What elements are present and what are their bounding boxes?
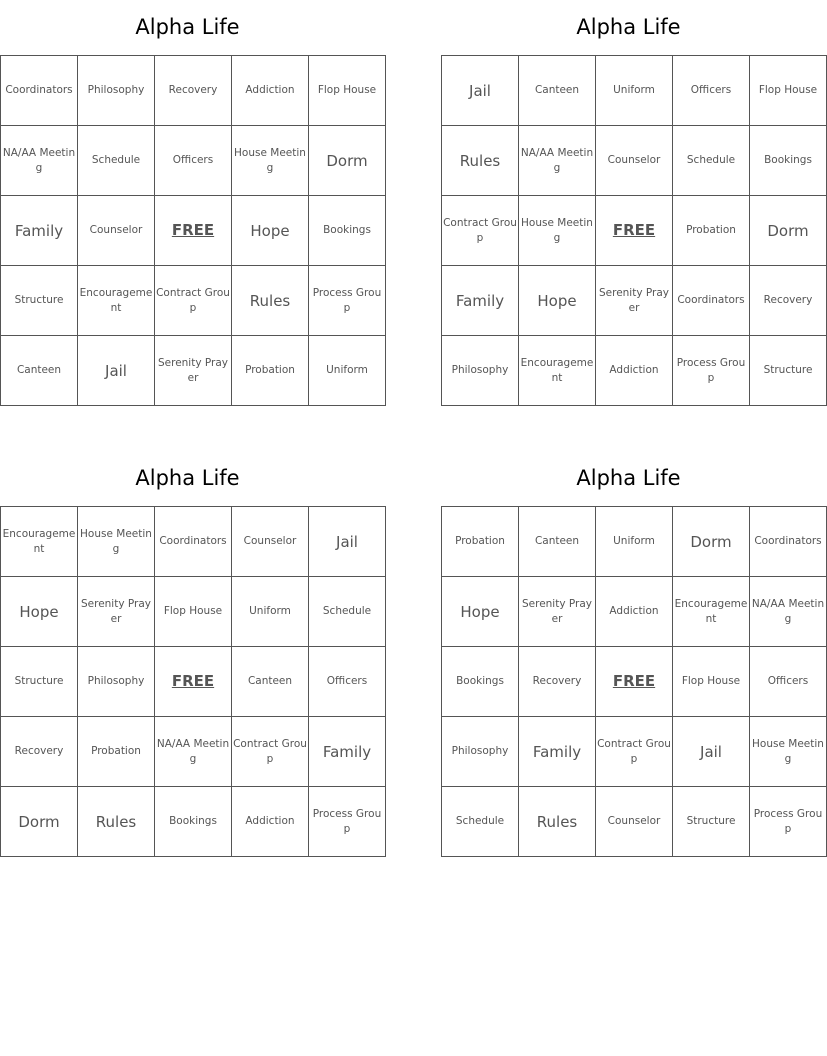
bingo-cell: Schedule <box>673 126 750 196</box>
bingo-cell: Probation <box>78 717 155 787</box>
bingo-cell: Dorm <box>1 787 78 857</box>
bingo-grid <box>441 506 827 857</box>
bingo-cell: Encouragement <box>78 266 155 336</box>
grid-row <box>442 266 827 336</box>
bingo-cell: Jail <box>309 507 386 577</box>
bingo-cell: Coordinators <box>750 507 827 577</box>
bingo-cell: Hope <box>519 266 596 336</box>
bingo-cell: Structure <box>1 647 78 717</box>
bingo-cell: Process Group <box>750 787 827 857</box>
grid-row <box>1 787 386 857</box>
grid-row <box>1 196 386 266</box>
bingo-cell: Counselor <box>596 787 673 857</box>
bingo-card-2 <box>441 0 816 406</box>
free-space-cell: FREE <box>596 647 673 717</box>
bingo-cell: Encouragement <box>519 336 596 406</box>
bingo-cell: Contract Group <box>155 266 232 336</box>
bingo-cell: Counselor <box>78 196 155 266</box>
bingo-cell: Serenity Prayer <box>155 336 232 406</box>
bingo-cell: Contract Group <box>442 196 519 266</box>
bingo-cell: Family <box>442 266 519 336</box>
grid-row <box>1 266 386 336</box>
bingo-cell: Jail <box>78 336 155 406</box>
bingo-cell: Rules <box>78 787 155 857</box>
free-space-cell: FREE <box>596 196 673 266</box>
bingo-cell: Structure <box>750 336 827 406</box>
bingo-cell: Contract Group <box>596 717 673 787</box>
bingo-cell: Probation <box>442 507 519 577</box>
bingo-cell: Coordinators <box>155 507 232 577</box>
bingo-cell: Recovery <box>155 56 232 126</box>
bingo-cell: Structure <box>1 266 78 336</box>
grid-row <box>1 336 386 406</box>
grid-row <box>442 717 827 787</box>
bingo-cell: House Meeting <box>78 507 155 577</box>
grid-row <box>1 56 386 126</box>
bingo-cell: Canteen <box>519 507 596 577</box>
bingo-cell: Serenity Prayer <box>596 266 673 336</box>
grid-row <box>1 577 386 647</box>
grid-row <box>442 507 827 577</box>
bingo-cell: Bookings <box>442 647 519 717</box>
bingo-cell: Family <box>309 717 386 787</box>
grid-row <box>442 577 827 647</box>
bingo-cell: Flop House <box>309 56 386 126</box>
grid-row <box>442 336 827 406</box>
bingo-cell: House Meeting <box>519 196 596 266</box>
card-title: Alpha Life <box>135 466 240 490</box>
bingo-cell: Uniform <box>596 56 673 126</box>
bingo-cell: Philosophy <box>78 647 155 717</box>
bingo-cell: Canteen <box>1 336 78 406</box>
bingo-grid <box>441 55 827 406</box>
bingo-cell: Process Group <box>309 787 386 857</box>
bingo-cell: Dorm <box>309 126 386 196</box>
bingo-cell: Recovery <box>750 266 827 336</box>
free-space-cell: FREE <box>155 647 232 717</box>
bingo-cell: Counselor <box>596 126 673 196</box>
bingo-cell: Bookings <box>309 196 386 266</box>
bingo-cell: Addiction <box>232 56 309 126</box>
grid-row <box>442 787 827 857</box>
bingo-cell: Schedule <box>78 126 155 196</box>
bingo-cell: Hope <box>1 577 78 647</box>
bingo-cell: House Meeting <box>232 126 309 196</box>
bingo-cell: House Meeting <box>750 717 827 787</box>
bingo-cell: Process Group <box>309 266 386 336</box>
grid-row <box>1 126 386 196</box>
bingo-cell: Officers <box>673 56 750 126</box>
bingo-cell: Flop House <box>750 56 827 126</box>
bingo-cell: Officers <box>309 647 386 717</box>
bingo-cell: Jail <box>673 717 750 787</box>
bingo-cell: Officers <box>750 647 827 717</box>
bingo-cell: Uniform <box>596 507 673 577</box>
bingo-grid <box>0 506 386 857</box>
bingo-cell: Philosophy <box>442 336 519 406</box>
bingo-cell: Addiction <box>232 787 309 857</box>
bingo-cell: Dorm <box>673 507 750 577</box>
bingo-cell: NA/AA Meeting <box>1 126 78 196</box>
bingo-cell: Schedule <box>442 787 519 857</box>
bingo-cell: Family <box>1 196 78 266</box>
grid-row <box>1 647 386 717</box>
card-title: Alpha Life <box>576 15 681 39</box>
bingo-cell: Recovery <box>519 647 596 717</box>
bingo-cell: Officers <box>155 126 232 196</box>
bingo-cell: Addiction <box>596 577 673 647</box>
bingo-cell: Uniform <box>232 577 309 647</box>
bingo-grid <box>0 55 386 406</box>
bingo-cell: NA/AA Meeting <box>155 717 232 787</box>
bingo-cell: NA/AA Meeting <box>519 126 596 196</box>
bingo-cell: Probation <box>232 336 309 406</box>
bingo-cell: Bookings <box>155 787 232 857</box>
bingo-cell: NA/AA Meeting <box>750 577 827 647</box>
bingo-cell: Jail <box>442 56 519 126</box>
grid-row <box>442 647 827 717</box>
bingo-cell: Rules <box>519 787 596 857</box>
grid-row <box>1 507 386 577</box>
card-title: Alpha Life <box>576 466 681 490</box>
bingo-cell: Canteen <box>519 56 596 126</box>
bingo-cell: Serenity Prayer <box>519 577 596 647</box>
bingo-cell: Structure <box>673 787 750 857</box>
bingo-cell: Probation <box>673 196 750 266</box>
bingo-cell: Coordinators <box>673 266 750 336</box>
bingo-cell: Rules <box>442 126 519 196</box>
bingo-cell: Dorm <box>750 196 827 266</box>
bingo-cell: Recovery <box>1 717 78 787</box>
card-title: Alpha Life <box>135 15 240 39</box>
bingo-cell: Coordinators <box>1 56 78 126</box>
bingo-cell: Philosophy <box>442 717 519 787</box>
bingo-cell: Serenity Prayer <box>78 577 155 647</box>
bingo-cell: Schedule <box>309 577 386 647</box>
bingo-cell: Counselor <box>232 507 309 577</box>
bingo-cell: Canteen <box>232 647 309 717</box>
bingo-card-3 <box>0 451 382 857</box>
bingo-card-1 <box>0 0 382 406</box>
bingo-cell: Hope <box>442 577 519 647</box>
bingo-cell: Flop House <box>673 647 750 717</box>
bingo-cell: Family <box>519 717 596 787</box>
grid-row <box>442 56 827 126</box>
grid-row <box>442 196 827 266</box>
bingo-cell: Hope <box>232 196 309 266</box>
grid-row <box>1 717 386 787</box>
bingo-cell: Encouragement <box>673 577 750 647</box>
bingo-cell: Contract Group <box>232 717 309 787</box>
bingo-cell: Encouragement <box>1 507 78 577</box>
bingo-cell: Bookings <box>750 126 827 196</box>
bingo-cell: Process Group <box>673 336 750 406</box>
bingo-cell: Philosophy <box>78 56 155 126</box>
bingo-cell: Uniform <box>309 336 386 406</box>
bingo-cell: Flop House <box>155 577 232 647</box>
bingo-card-4 <box>441 451 825 857</box>
bingo-cell: Addiction <box>596 336 673 406</box>
grid-row <box>442 126 827 196</box>
bingo-cell: Rules <box>232 266 309 336</box>
free-space-cell: FREE <box>155 196 232 266</box>
